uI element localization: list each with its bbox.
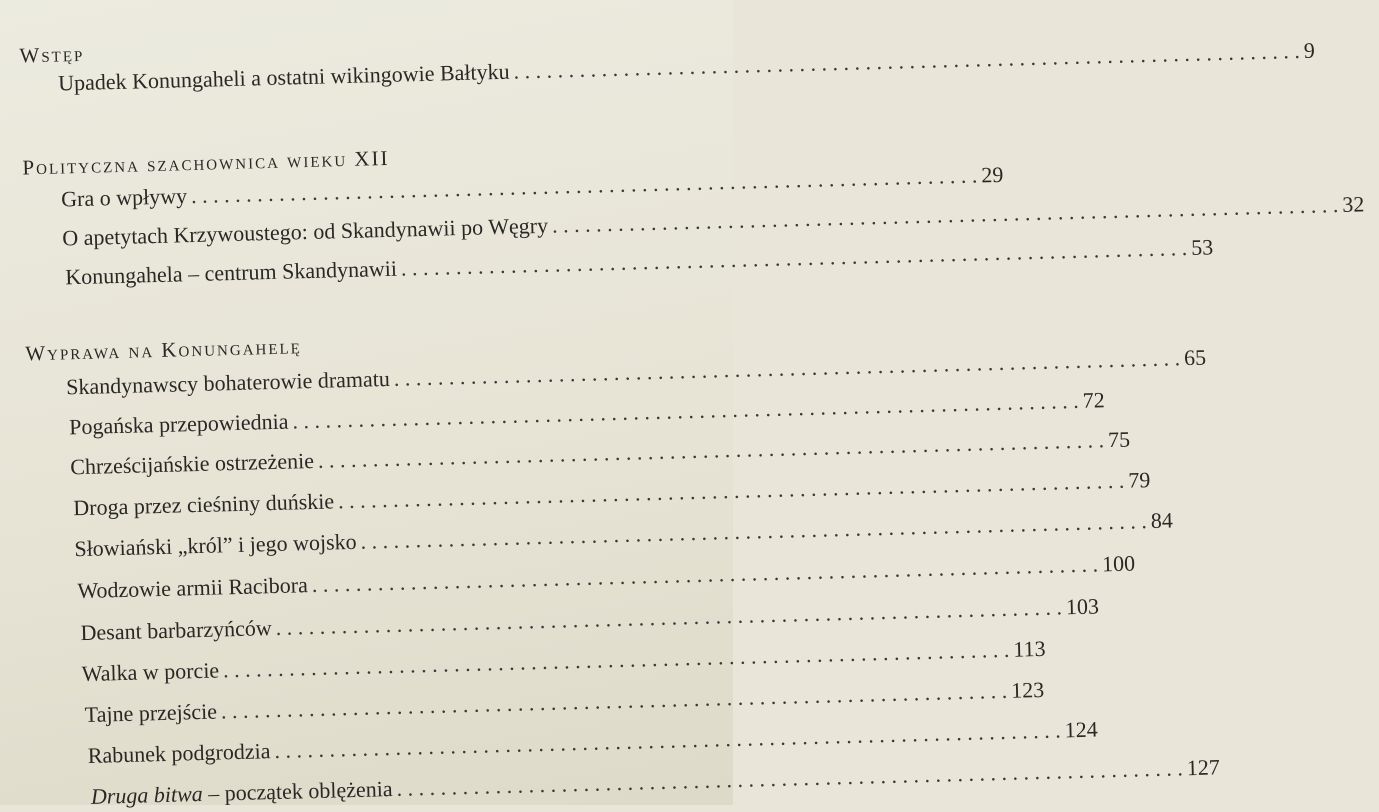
toc-entry-page: 100 [1101,550,1136,577]
toc-entry-page: 65 [1183,344,1207,371]
dot-leader [513,38,1300,85]
dot-leader [338,468,1125,515]
toc-entry-title: Tajne przejście [84,698,218,728]
toc-entry-title [91,776,393,810]
toc-entry-page: 53 [1190,234,1214,260]
dot-leader [221,678,1008,725]
dot-leader [292,388,1079,435]
toc-entry-page: 9 [1303,37,1316,63]
toc-entry-page: 103 [1065,593,1100,620]
dot-leader [275,594,1062,641]
toc-entry [69,426,1131,481]
toc-entry [64,234,1214,290]
toc-entry-page: 72 [1082,387,1105,413]
toc-entry [81,635,1046,687]
toc-entry-title: Pogańska przepowiednia [68,408,289,440]
section-heading-wstep: Wstęp [19,41,85,68]
toc-entry-page: 75 [1107,426,1131,453]
section-heading-polityczna: Polityczna szachownica wieku XII [22,145,390,180]
dot-leader [360,508,1147,555]
dot-leader [552,192,1339,239]
toc-entry-title: Walka w porcie [81,657,220,687]
dot-leader [318,427,1105,474]
toc-entry-page: 113 [1013,635,1046,662]
dot-leader [311,551,1098,598]
toc-entry-title: Wodzowie armii Racibora [77,572,309,604]
toc-entry-page: 29 [980,161,1004,188]
toc-entry [77,550,1136,604]
toc-entry-title-italic: Druga bitwa [90,780,204,809]
dot-leader [274,717,1061,764]
toc-entry-title: Chrześcijańskie ostrzeżenie [69,447,315,480]
dot-leader [394,345,1181,392]
dot-leader [396,755,1183,802]
toc-entry-title: Słowiański „król” i jego wojsko [74,528,357,562]
toc-entry [90,754,1221,810]
toc-entry [87,716,1098,769]
toc-entry-title: Skandynawscy bohaterowie dramatu [65,365,391,400]
toc-entry-title: Rabunek podgrodzia [87,738,271,768]
toc-entry [74,507,1174,562]
toc-entry [68,387,1105,441]
dot-leader [223,637,1010,684]
toc-entry-page: 32 [1341,191,1365,217]
toc-entry-title: Konungahela – centrum Skandynawii [64,255,398,290]
toc-entry-page: 79 [1127,467,1151,493]
toc-entry-title: O apetytach Krzywoustego: od Skandynawii po Węgry [61,212,549,251]
section-heading-wyprawa: Wyprawa na Konungahelę [24,334,303,366]
toc-entry-title: Gra o wpływy [60,183,188,212]
toc-entry [57,37,1316,97]
toc-entry-title: Droga przez cieśniny duńskie [72,488,335,521]
toc-entry [80,593,1100,646]
toc-entry-page: 84 [1150,507,1174,534]
toc-entry [72,467,1151,522]
toc-entry-title-rest: – początek oblężenia [202,775,393,806]
toc-entry-page: 123 [1010,676,1045,703]
dot-leader [401,235,1188,282]
toc-entry-title: Desant barbarzyńców [80,615,273,646]
toc-entry-page: 127 [1186,754,1221,781]
toc-entry-page: 124 [1064,716,1098,743]
toc-entry [84,676,1045,728]
toc-entry-title: Upadek Konungaheli a ostatni wikingowie Bałtyku [57,58,510,96]
